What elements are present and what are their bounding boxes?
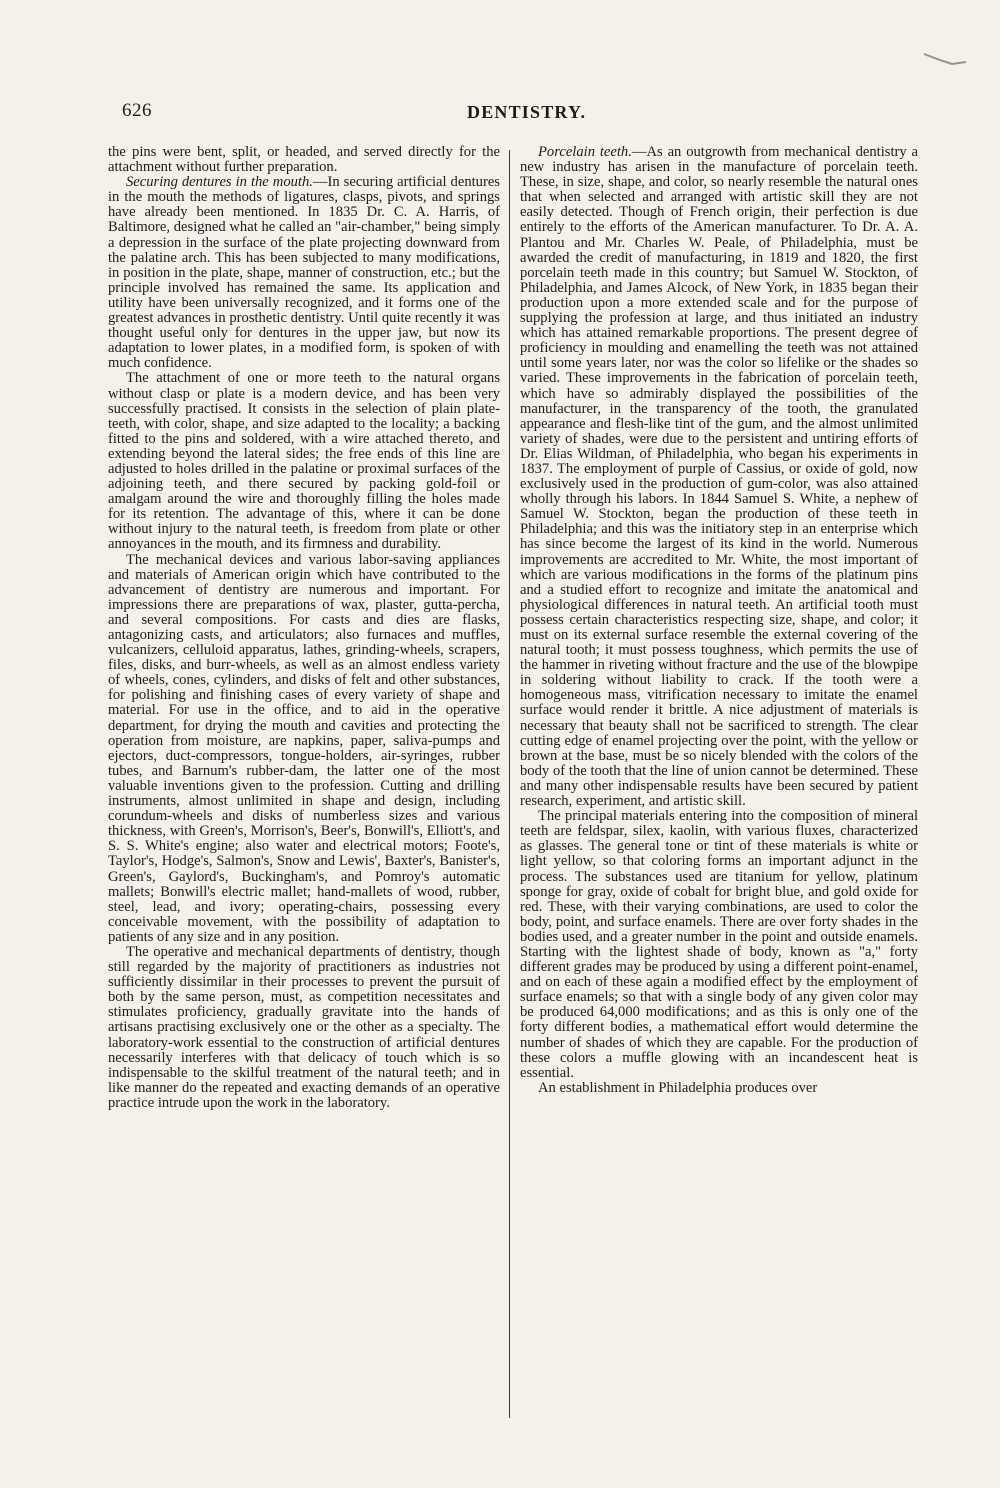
page-number: 626	[122, 100, 152, 121]
right-text-column	[520, 145, 918, 1096]
paragraph-text: the pins were bent, split, or headed, and served directly for the attachment without further preparation.	[108, 144, 500, 176]
running-head: DENTISTRY.	[467, 102, 587, 122]
paragraph	[108, 945, 500, 1111]
paragraph	[108, 553, 500, 945]
paragraph-text: The principal materials entering into the composition of mineral teeth are feldspar, silex, kaolin, with various fluxes, characterized as glasses. The general tone or tint of these materials is white or light yellow, so that coloring forms an important adjunct in the process. The substances used are titanium for yellow, platinum sponge for gray, oxide of cobalt for bright blue, and gold oxide for red. These, with their varying combinations, are used to color the body, point, and surface enamels. There are over forty shades in the bodies used, and a greater number in the point and outside enamels. Starting with the lightest shade of body, known as "a," forty different grades may be produced by using a different point-enamel, and on each of these again a modified effect by the employment of surface enamels; so that with a single body of any given color may be produced 64,000 modifications; and as this is only one of the forty different bodies, a mathematical effort would determine the number of shades of which they are capable. For the production of these colors a muffle glowing with an incandescent heat is essential.	[520, 808, 918, 1081]
paragraph-text: The mechanical devices and various labor-saving appliances and materials of American origin which have contributed to the advancement of dentistry are numerous and important. For impressions there are preparations of wax, plaster, gutta-percha, and several compositions. For casts and dies are flasks, antagonizing casts, and articulators; also furnaces and muffles, vulcanizers, celluloid apparatus, lathes, grinding-wheels, scrapers, files, disks, and burr-wheels, as well as an almost endless variety of wheels, cones, cylinders, and disks of felt and other substances, for polishing and finishing cases of every variety of shape and material. For use in the office, and to aid in the operative department, for drying the mouth and cavities and protecting the operation from moisture, are napkins, paper, saliva-pumps and ejectors, duct-compressors, tongue-holders, air-syringes, rubber tubes, and Barnum's rubber-dam, the latter one of the most valuable inventions given to the profession. Cutting and drilling instruments, almost unlimited in shape and design, including corundum-wheels and disks of numberless sizes and various thickness, with Green's, Morrison's, Beer's, Bonwill's, Elliott's, and S. S. White's engine; also water and electrical motors; Foote's, Taylor's, Hodge's, Salmon's, Snow and Lewis', Baxter's, Banister's, Green's, Gaylord's, Buckingham's, and Pomroy's automatic mallets; Bonwill's electric mallet; hand-mallets of wood, rubber, steel, lead, and ivory; operating-chairs, possessing every conceivable movement, with the possibility of adaptation to patients of any size and in any position.	[108, 551, 500, 945]
scan-smudge-mark	[922, 50, 972, 70]
column-divider	[509, 150, 510, 1418]
left-text-column	[108, 145, 500, 1111]
paragraph	[108, 175, 500, 371]
paragraph	[108, 371, 500, 552]
paragraph-text: An establishment in Philadelphia produces over	[538, 1079, 818, 1096]
paragraph-text: —In securing artificial dentures in the mouth the methods of ligatures, clasps, pivots, and springs have already been mentioned. In 1835 Dr. C. A. Harris, of Baltimore, designed what he called an "air-chamber," being simply a depression in the surface of the plate projecting downward from the palatine arch. This has been subjected to many modifications, in position in the plate, shape, manner of construction, etc.; but the principle involved has remained the same. Its application and utility have been universally recognized, and it forms one of the greatest advances in prosthetic dentistry. Until quite recently it was thought useful only for dentures in the upper jaw, but now its adaptation to lower plates, in a modified form, is spoken of with much confidence.	[108, 174, 500, 372]
paragraph-text: The attachment of one or more teeth to the natural organs without clasp or plate is a modern device, and has been very successfully practised. It consists in the selection of plain plate-teeth, with color, shape, and size adapted to the locality; a backing fitted to the pins and soldered, with a wire attached thereto, and extending beyond the lateral sides; the free ends of this line are adjusted to holes drilled in the palatine or proximal surfaces of the adjoining teeth, and there secured by packing gold-foil or amalgam around the wire and thoroughly filling the holes made for its retention. The advantage of this, where it can be done without injury to the natural teeth, is freedom from plate or other annoyances in the mouth, and its firmness and durability.	[108, 370, 500, 553]
paragraph	[520, 809, 918, 1081]
paragraph	[520, 1081, 918, 1096]
paragraph-text: The operative and mechanical departments of dentistry, though still regarded by the majority of practitioners as industries not sufficiently dissimilar in their processes to prevent the pursuit of both by the same person, must, as competition necessitates and stimulates proficiency, gradually gravitate into the hands of artisans practising exclusively one or the other as a specialty. The laboratory-work essential to the construction of artificial dentures necessarily interferes with that delicacy of touch which is so indispensable to the skilful treatment of the natural teeth; and in like manner do the repeated and exacting demands of an operative practice intrude upon the work in the laboratory.	[108, 943, 500, 1111]
paragraph	[108, 145, 500, 175]
page-header	[122, 100, 922, 130]
paragraph	[520, 145, 918, 809]
paragraph-lead-heading: Securing dentures in the mouth.	[126, 174, 313, 191]
paragraph-lead-heading: Porcelain teeth.	[538, 144, 632, 160]
paragraph-text: —As an outgrowth from mechanical dentistry a new industry has arisen in the manufacture of porcelain teeth. These, in size, shape, and color, so nearly resemble the natural ones that when selected and arranged with artistic skill they are not easily detected. Though of French origin, their perfection is due entirely to the efforts of the American manufacturer. To Dr. A. A. Plantou and Mr. Charles W. Peale, of Philadelphia, must be awarded the credit of manufacturing, in 1819 and 1820, the first porcelain teeth made in this country; but Samuel W. Stockton, of Philadelphia, and James Alcock, of New York, in 1835 began their production upon a more extended scale and for the purpose of supplying the profession at large, and thus initiated an industry which has attained remarkable proportions. The present degree of proficiency in moulding and enamelling the teeth was not attained until some years later, nor was the color so lifelike or the shades so varied. These improvements in the fabrication of porcelain teeth, which have so admirably displayed the possibilities of the manufacturer, in the transparency of the tooth, the granulated appearance and flesh-like tint of the gum, and the almost unlimited variety of shades, were due to the persistent and untiring efforts of Dr. Elias Wildman, of Philadelphia, who began his experiments in 1837. The employment of purple of Cassius, or oxide of gold, now exclusively used in the production of gum-color, was also attained wholly through his labors. In 1844 Samuel S. White, a nephew of Samuel W. Stockton, began the production of these teeth in Philadelphia; and this was the initiatory step in an enterprise which has since become the largest of its kind in the world. Numerous improvements are accredited to Mr. White, the most important of which are various modifications in the forms of the platinum pins and a studied effort to recognize and imitate the anatomical and physiological differences in natural teeth. An artificial tooth must possess certain characteristics respecting size, shape, and color; it must on its external surface resemble the external covering of the natural tooth; it must possess toughness, which permits the use of the hammer in riveting without fracture and the use of the blowpipe in soldering without liability to crack. If the tooth were a homogeneous mass, vitrification necessary to imitate the enamel surface would render it brittle. A nice adjustment of materials is necessary that beauty shall not be sacrificed to strength. The clear cutting edge of enamel projecting over the point, with the yellow or brown at the base, must be so nicely blended with the colors of the body of the tooth that the line of union cannot be determined. These and many other indispensable results have been secured by patient research, experiment, and artistic skill.	[520, 144, 919, 810]
